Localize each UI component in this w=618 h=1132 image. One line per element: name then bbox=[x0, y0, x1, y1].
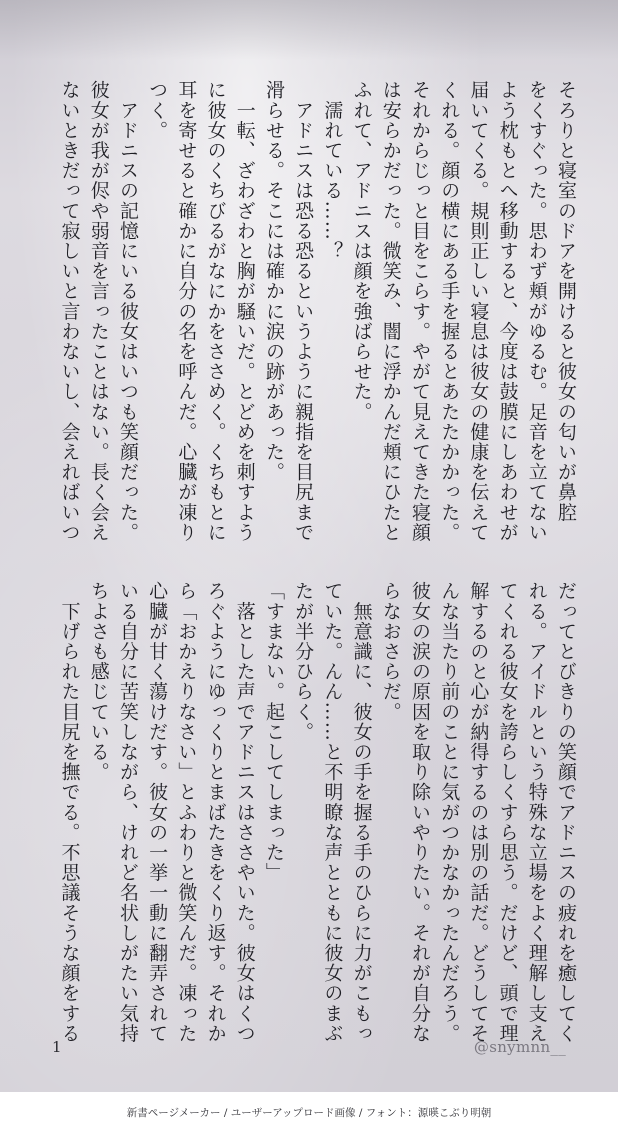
text-line: 届いてくる。規則正しい寝息は彼女の健康を伝えて bbox=[467, 80, 490, 543]
text-line: んな当たり前のことに気がつかなかったんだろう。 bbox=[438, 581, 461, 1044]
text-line: ていた。んん……と不明瞭な声とともに彼女のまぶ bbox=[321, 581, 344, 1044]
upper-text-column bbox=[54, 80, 580, 543]
text-line: 「すまない。起こしてしまった」 bbox=[262, 581, 285, 883]
text-line: つく。 bbox=[146, 80, 169, 141]
text-line: 耳を寄せると確かに自分の名を呼んだ。心臓が凍り bbox=[175, 80, 198, 543]
page-number: 1 bbox=[52, 1038, 62, 1056]
text-line: 無意識に、彼女の手を握る手のひらに力がこもっ bbox=[350, 581, 373, 1044]
text-line: そろりと寝室のドアを開けると彼女の匂いが鼻腔 bbox=[555, 80, 577, 523]
text-line: 彼女の涙の原因を取り除いやりたい。それが自分な bbox=[408, 581, 431, 1044]
text-line: 一転、ざわざわと胸が騒いだ。とどめを刺すよう bbox=[233, 80, 256, 543]
text-line: アドニスは恐る恐るというように親指を目尻まで bbox=[292, 80, 315, 543]
text-line: に彼女のくちびるがなにかをささめく。くちもとに bbox=[204, 80, 227, 543]
text-line: 滑らせる。そこには確かに涙の跡があった。 bbox=[262, 80, 285, 482]
text-line: 濡れている……？ bbox=[321, 80, 344, 261]
text-line: だってとびきりの笑顔でアドニスの疲れを癒してく bbox=[555, 581, 577, 1044]
footer-credit-bar bbox=[0, 1092, 618, 1132]
text-line: いる自分に苦笑しながら、けれど名状しがたい気持 bbox=[116, 581, 139, 1044]
text-line: 下げられた目尻を撫でる。不思議そうな顔をする bbox=[58, 581, 81, 1044]
text-line: それからじっと目をこらす。やがて見えてきた寝顔 bbox=[408, 80, 431, 543]
author-handle: @snymnn__ bbox=[473, 1038, 566, 1056]
text-line: たが半分ひらく。 bbox=[292, 581, 315, 742]
text-line: よう枕もとへ移動すると、今度は鼓膜にしあわせが bbox=[496, 80, 519, 543]
text-line: ら「おかえりなさい」とふわりと微笑んだ。凍った bbox=[175, 581, 198, 1044]
footer-credit: 新書ページメーカー / ユーザーアップロード画像 / フォント：源暎こぶり明朝 bbox=[126, 1106, 492, 1119]
text-line: くれる。顔の横にある手を握るとあたたかかった。 bbox=[438, 80, 461, 543]
lower-text-column bbox=[54, 581, 580, 1044]
text-line: をくすぐった。思わず頬がゆるむ。足音を立てない bbox=[525, 80, 548, 543]
text-line: は安らかだった。微笑み、闇に浮かんだ頬にひたと bbox=[379, 80, 402, 543]
text-line: れる。アイドルという特殊な立場をよく理解し支え bbox=[525, 581, 548, 1044]
text-line: ろぐようにゆっくりとまばたきをくり返す。それか bbox=[204, 581, 227, 1044]
text-line: アドニスの記憶にいる彼女はいつも笑顔だった。 bbox=[116, 80, 139, 543]
text-line: ちよさも感じている。 bbox=[87, 581, 110, 782]
text-line: ふれて、アドニスは顔を強ばらせた。 bbox=[350, 80, 373, 422]
text-line: てくれる彼女を誇らしくすら思う。だけど、頭で理 bbox=[496, 581, 519, 1044]
text-line: 彼女が我が侭や弱音を言ったことはない。長く会え bbox=[87, 80, 110, 543]
text-line: 落とした声でアドニスはささやいた。彼女はくつ bbox=[233, 581, 256, 1044]
text-line: ないときだって寂しいと言わないし、会えればいつ bbox=[58, 80, 81, 543]
text-line: 心臓が甘く蕩けだす。彼女の一挙一動に翻弄されて bbox=[146, 581, 169, 1044]
text-line: 解するのと心が納得するのは別の話だ。どうしてそ bbox=[467, 581, 490, 1044]
text-line: らなおさらだ。 bbox=[379, 581, 402, 722]
